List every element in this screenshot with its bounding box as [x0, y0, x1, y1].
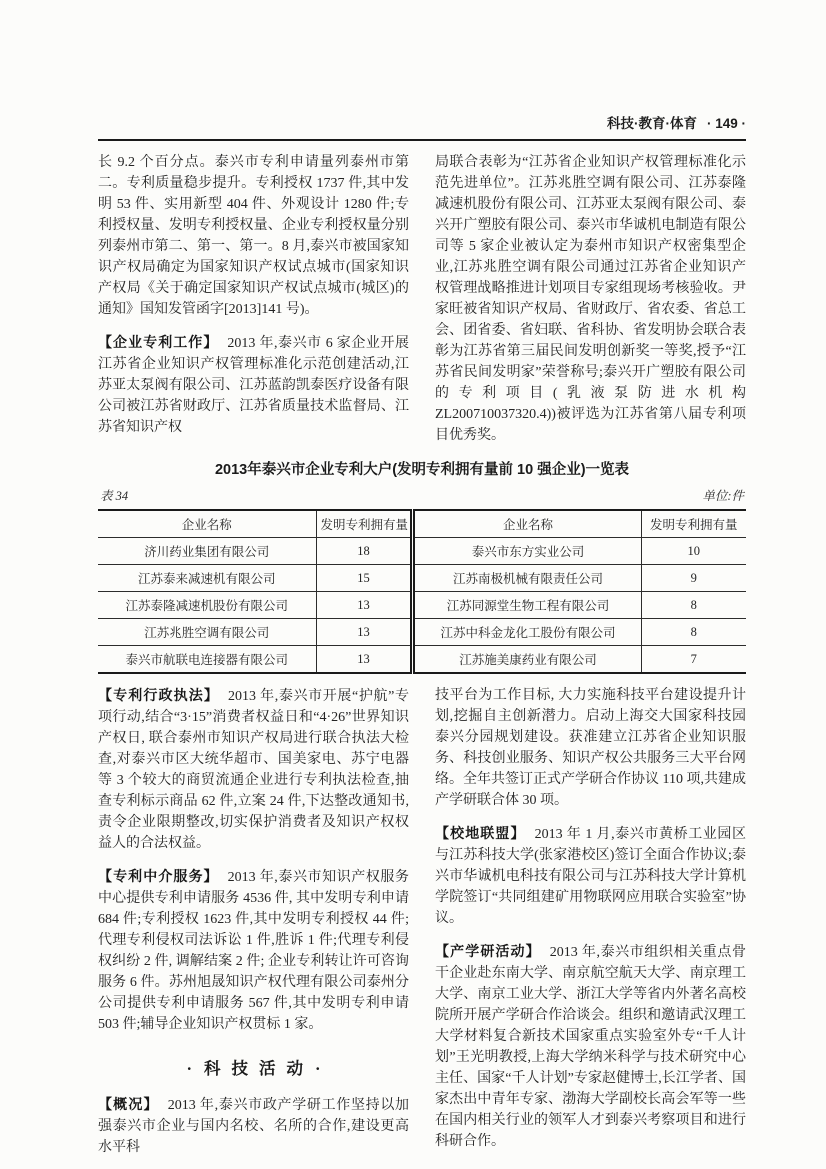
table-header-row [98, 510, 746, 538]
table-row [98, 538, 746, 565]
entry-paragraph [435, 823, 746, 929]
company-name: 江苏同源堂生物工程有限公司 [413, 592, 641, 619]
patent-count: 15 [316, 565, 413, 592]
table-number: 表 34 [100, 489, 129, 503]
entry-label: 【专利行政执法】 [98, 687, 220, 703]
entry-label: 【概况】 [98, 1096, 159, 1112]
header-section-title: 科技·教育·体育 [606, 116, 697, 131]
patent-count: 9 [641, 565, 746, 592]
entry-text: 2013 年,泰兴市 6 家企业开展江苏省企业知识产权管理标准化示范创建活动,江苏亚太泵阀有限公司、江苏蓝韵凯泰医疗设备有限公司被江苏省财政厅、江苏省质量技术监督局、江苏省知识产权 [98, 336, 410, 435]
right-column-bottom [435, 685, 746, 1158]
table-row [98, 565, 746, 592]
patent-count: 13 [316, 646, 413, 674]
paragraph-continuation: 局联合表彰为“江苏省企业知识产权管理标准化示范先进单位”。江苏兆胜空调有限公司、江苏泰隆减速机股份有限公司、江苏亚太泵阀有限公司、泰兴开广塑胶有限公司、泰兴市华诚机电制造有限公司等 5 家企业被认定为泰州市知识产权密集型企业,江苏兆胜空调有限公司通过江苏省企业知识产权管理战略推进计划项目专家组现场考核验收。尹家旺被省知识产权局、省财政厅、省农委、省总工会、团省委、省妇联、省科协、省发明协会联合表彰为江苏省第三届民间发明创新奖一等奖,授予“江苏省民间发明家”荣誉称号;泰兴开广塑胶有限公司的专利项目(乳液泵防进水机构 ZL200710037320.4))被评选为江苏省第八届专利项目优秀奖。 [435, 155, 746, 443]
company-name: 济川药业集团有限公司 [98, 538, 316, 565]
entry-label: 【专利中介服务】 [98, 868, 219, 884]
entry-paragraph [435, 941, 746, 1152]
header-page-number: · 149 · [706, 116, 746, 131]
left-column-bottom [98, 685, 409, 1158]
patent-count: 8 [641, 592, 746, 619]
patent-count: 13 [316, 619, 413, 646]
company-name: 江苏泰隆减速机股份有限公司 [98, 592, 316, 619]
patent-count: 13 [316, 592, 413, 619]
patent-count: 7 [641, 646, 746, 674]
table-row [98, 619, 746, 646]
page-content [98, 112, 746, 1158]
heading-text: 科技活动 [204, 1059, 314, 1078]
entry-label: 【企业专利工作】 [98, 334, 219, 350]
patent-table-block [98, 458, 746, 674]
bottom-columns [98, 685, 746, 1158]
entry-text: 2013 年,泰兴市知识产权服务中心提供专利申请服务 4536 件, 其中发明专利申请 684 件;专利授权 1623 件,其中发明专利授权 44 件;代理专利侵权司法诉讼 1 件,胜诉 1 件;代理专利侵权纠纷 2 件, 调解结案 2 件; 企业专利转让许可咨询服务 6 件。苏州旭晟知识产权代理有限公司泰州分公司提供专利申请服务 567 件,其中发明专利申请 503 件;辅导企业知识产权贯标 1 家。 [98, 870, 410, 1032]
patent-count: 18 [316, 538, 413, 565]
company-name: 泰兴市东方实业公司 [413, 538, 641, 565]
entry-text: 2013 年,泰兴市政产学研工作坚持以加强泰兴市企业与国内名校、名所的合作,建设更高水平科 [98, 1098, 410, 1155]
paragraph-continuation: 技平台为工作目标, 大力实施科技平台建设提升计划,挖掘自主创新潜力。启动上海交大国家科技园泰兴分园规划建设。获准建立江苏省企业知识服务、科技创业服务、知识产权公共服务三大平台网络。全年共签订正式产学研合作协议 110 项,共建成产学研联合体 30 项。 [435, 688, 746, 808]
company-name: 江苏兆胜空调有限公司 [98, 619, 316, 646]
table-title: 2013年泰兴市企业专利大户(发明专利拥有量前 10 强企业)一览表 [214, 462, 630, 478]
right-column-top [435, 152, 746, 446]
entry-label: 【产学研活动】 [435, 943, 541, 959]
company-name: 江苏中科金龙化工股份有限公司 [413, 619, 641, 646]
paragraph-continuation: 长 9.2 个百分点。泰兴市专利申请量列泰州市第二。专利质量稳步提升。专利授权 1737 件,其中发明 53 件、实用新型 404 件、外观设计 1280 件;专利授权量、发明专利授权量、企业专利授权量分别列泰州市第二、第一、第一。8 月,泰兴市被国家知识产权局确定为国家知识产权试点城市(国家知识产权局《关于确定国家知识产权试点城市(城区)的通知》国知发管函字[2013]141 号)。 [98, 155, 409, 317]
entry-paragraph [98, 685, 409, 854]
table-row [98, 592, 746, 619]
patent-count: 8 [641, 619, 746, 646]
table-row [98, 646, 746, 674]
patent-count: 10 [641, 538, 746, 565]
table-unit: 单位:件 [702, 489, 744, 503]
entry-text: 2013 年,泰兴市开展“护航”专项行动,结合“3·15”消费者权益日和“4·26”世界知识产权日, 联合泰州市知识产权局进行联合执法大检查,对泰兴市区大统华超市、国美家电、苏宁电器等 3 个较大的商贸流通企业进行专利执法检查,抽查专利标示商品 62 件,立案 24 件,下达整改通知书,责令企业限期整改,切实保护消费者及知识产权权益人的合法权益。 [98, 689, 409, 851]
col-header: 发明专利拥有量 [641, 510, 746, 538]
heading-dot-left: · [186, 1059, 192, 1078]
company-name: 江苏施美康药业有限公司 [413, 646, 641, 674]
company-name: 泰兴市航联电连接器有限公司 [98, 646, 316, 674]
entry-paragraph [98, 866, 409, 1035]
entry-text: 2013 年 1 月,泰兴市黄桥工业园区与江苏科技大学(张家港校区)签订全面合作协议;泰兴市华诚机电科技有限公司与江苏科技大学计算机学院签订“共同组建矿用物联网应用联合实验室”协议。 [435, 827, 747, 926]
col-header: 发明专利拥有量 [316, 510, 413, 538]
top-columns [98, 152, 746, 446]
company-name: 江苏南极机械有限责任公司 [413, 565, 641, 592]
running-header [98, 112, 746, 139]
col-header: 企业名称 [413, 510, 641, 538]
header-rule [98, 139, 746, 141]
left-column-top [98, 152, 409, 446]
entry-label: 【校地联盟】 [435, 825, 526, 841]
entry-paragraph [98, 1094, 409, 1158]
section-heading [98, 1055, 409, 1079]
entry-paragraph [98, 332, 409, 438]
col-header: 企业名称 [181, 518, 232, 532]
entry-text: 2013 年,泰兴市组织相关重点骨干企业赴东南大学、南京航空航天大学、南京理工大学、南京工业大学、浙江大学等省内外著名高校院所开展产学研合作洽谈会。组织和邀请武汉理工大学材料复合新技术国家重点实验室外专“千人计划”王光明教授,上海大学纳米科学与技术研究中心主任、国家“千人计划”专家赵健博士,长江学者、国家杰出中青年专家、渤海大学副校长高会军等一些在国内相关行业的领军人才到泰兴考察项目和进行科研合作。 [435, 945, 747, 1149]
company-name: 江苏泰来减速机有限公司 [98, 565, 316, 592]
table-caption-row [100, 486, 744, 504]
patent-table [98, 509, 746, 674]
heading-dot-right: · [315, 1059, 321, 1078]
